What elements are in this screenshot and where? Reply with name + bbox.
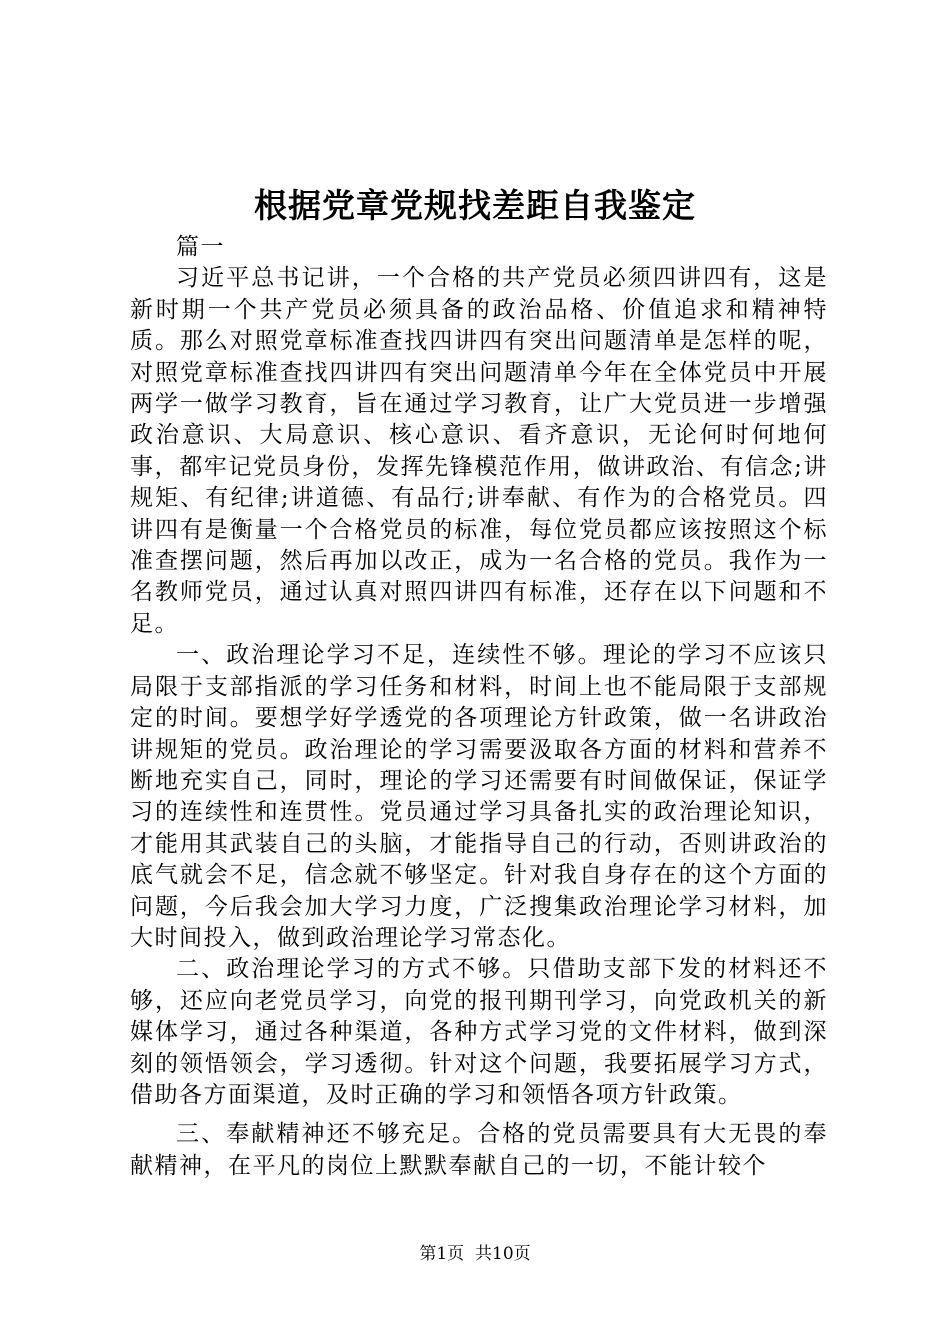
document-body — [130, 232, 828, 1182]
page-number: 第1页 — [419, 1244, 465, 1264]
paragraph-intro: 习近平总书记讲，一个合格的共产党员必须四讲四有，这是新时期一个共产党员必须具备的政治品格、价值追求和精神特质。那么对照党章标准查找四讲四有突出问题清单是怎样的呢，对照党章标准查找四讲四有突出问题清单今年在全体党员中开展两学一做学习教育，旨在通过学习教育，让广大党员进一步增强政治意识、大局意识、核心意识、看齐意识，无论何时何地何事，都牢记党员身份，发挥先锋模范作用，做讲政治、有信念;讲规矩、有纪律;讲道德、有品行;讲奉献、有作为的合格党员。四讲四有是衡量一个合格党员的标准，每位党员都应该按照这个标准查摆问题，然后再加以改正，成为一名合格的党员。我作为一名教师党员，通过认真对照四讲四有标准，还存在以下问题和不足。 — [130, 265, 828, 637]
section-label: 篇一 — [176, 234, 225, 260]
page-total: 共10页 — [475, 1244, 531, 1264]
paragraph-point-2: 二、政治理论学习的方式不够。只借助支部下发的材料还不够，还应向老党员学习，向党的报刊期刊学习，向党政机关的新媒体学习，通过各种渠道，各种方式学习党的文件材料，做到深刻的领悟领会，学习透彻。针对这个问题，我要拓展学习方式，借助各方面渠道，及时正确的学习和领悟各项方针政策。 — [130, 956, 828, 1108]
paragraph-point-3: 三、奉献精神还不够充足。合格的党员需要具有大无畏的奉献精神，在平凡的岗位上默默奉献自己的一切，不能计较个 — [130, 1121, 828, 1179]
document-title: 根据党章党规找差距自我鉴定 — [254, 186, 696, 225]
page-footer — [0, 1243, 950, 1265]
paragraph-point-1: 一、政治理论学习不足，连续性不够。理论的学习不应该只局限于支部指派的学习任务和材料，时间上也不能局限于支部规定的时间。要想学好学透党的各项理论方针政策，做一名讲政治讲规矩的党员。政治理论的学习需要汲取各方面的材料和营养不断地充实自己，同时，理论的学习还需要有时间做保证，保证学习的连续性和连贯性。党员通过学习具备扎实的政治理论知识，才能用其武装自己的头脑，才能指导自己的行动，否则讲政治的底气就会不足，信念就不够坚定。针对我自身存在的这个方面的问题，今后我会加大学习力度，广泛搜集政治理论学习材料，加大时间投入，做到政治理论学习常态化。 — [130, 642, 828, 951]
